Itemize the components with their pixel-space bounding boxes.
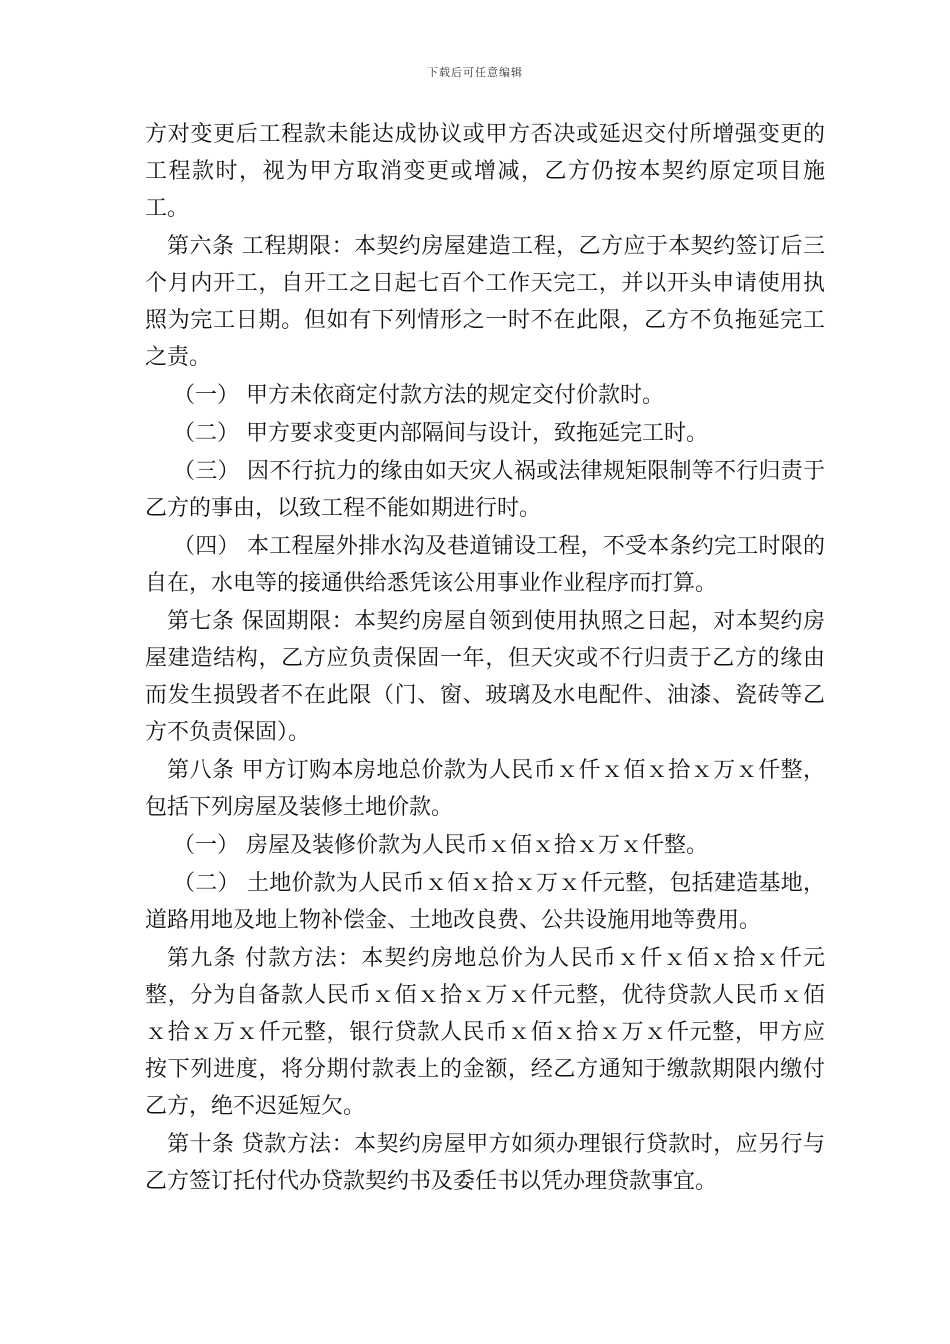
article-8-item-2: （二） 土地价款为人民币ｘ佰ｘ拾ｘ万ｘ仟元整，包括建造基地，道路用地及地上物补偿金、土地改良费、公共设施用地等费用。 [145, 871, 825, 933]
article-8-item-1: （一） 房屋及装修价款为人民币ｘ佰ｘ拾ｘ万ｘ仟整。 [173, 833, 708, 858]
article-8-paragraph: 第八条 甲方订购本房地总价款为人民币ｘ仟ｘ佰ｘ拾ｘ万ｘ仟整，包括下列房屋及装修土地价款。 [145, 758, 825, 820]
article-10-paragraph: 第十条 贷款方法：本契约房屋甲方如须办理银行贷款时，应另行与乙方签订托付代办贷款契约书及委任书以凭办理贷款事宜。 [145, 1132, 825, 1194]
article-6-item-1: （一） 甲方未依商定付款方法的规定交付价款时。 [173, 383, 664, 408]
article-6-item-4: （四） 本工程屋外排水沟及巷道铺设工程，不受本条约完工时限的自在，水电等的接通供给悉凭该公用事业作业程序而打算。 [145, 534, 825, 596]
paragraph-continuation: 方对变更后工程款未能达成协议或甲方否决或延迟交付所增强变更的工程款时，视为甲方取消变更或增减，乙方仍按本契约原定项目施工。 [145, 122, 825, 221]
document-body [145, 116, 825, 1200]
article-6-item-2: （二） 甲方要求变更内部隔间与设计，致拖延完工时。 [173, 421, 708, 446]
article-7-paragraph: 第七条 保固期限：本契约房屋自领到使用执照之日起，对本契约房屋建造结构，乙方应负责保固一年，但天灾或不行归责于乙方的缘由而发生损毁者不在此限（门、窗、玻璃及水电配件、油漆、瓷砖等乙方不负责保固）。 [145, 609, 825, 745]
page-header: 下载后可任意编辑 [427, 66, 523, 79]
article-6-item-3: （三） 因不行抗力的缘由如天灾人祸或法律规矩限制等不行归责于乙方的事由，以致工程不能如期进行时。 [145, 459, 825, 521]
article-6-paragraph: 第六条 工程期限：本契约房屋建造工程，乙方应于本契约签订后三个月内开工，自开工之日起七百个工作天完工，并以开头申请使用执照为完工日期。但如有下列情形之一时不在此限，乙方不负拖延完工之责。 [145, 234, 825, 370]
article-9-paragraph: 第九条 付款方法：本契约房地总价为人民币ｘ仟ｘ佰ｘ拾ｘ仟元整，分为自备款人民币ｘ佰ｘ拾ｘ万ｘ仟元整，优待贷款人民币ｘ佰ｘ拾ｘ万ｘ仟元整，银行贷款人民币ｘ佰ｘ拾ｘ万ｘ仟元整，甲方应按下列进度，将分期付款表上的金额，经乙方通知于缴款期限内缴付乙方，绝不迟延短欠。 [145, 946, 825, 1119]
